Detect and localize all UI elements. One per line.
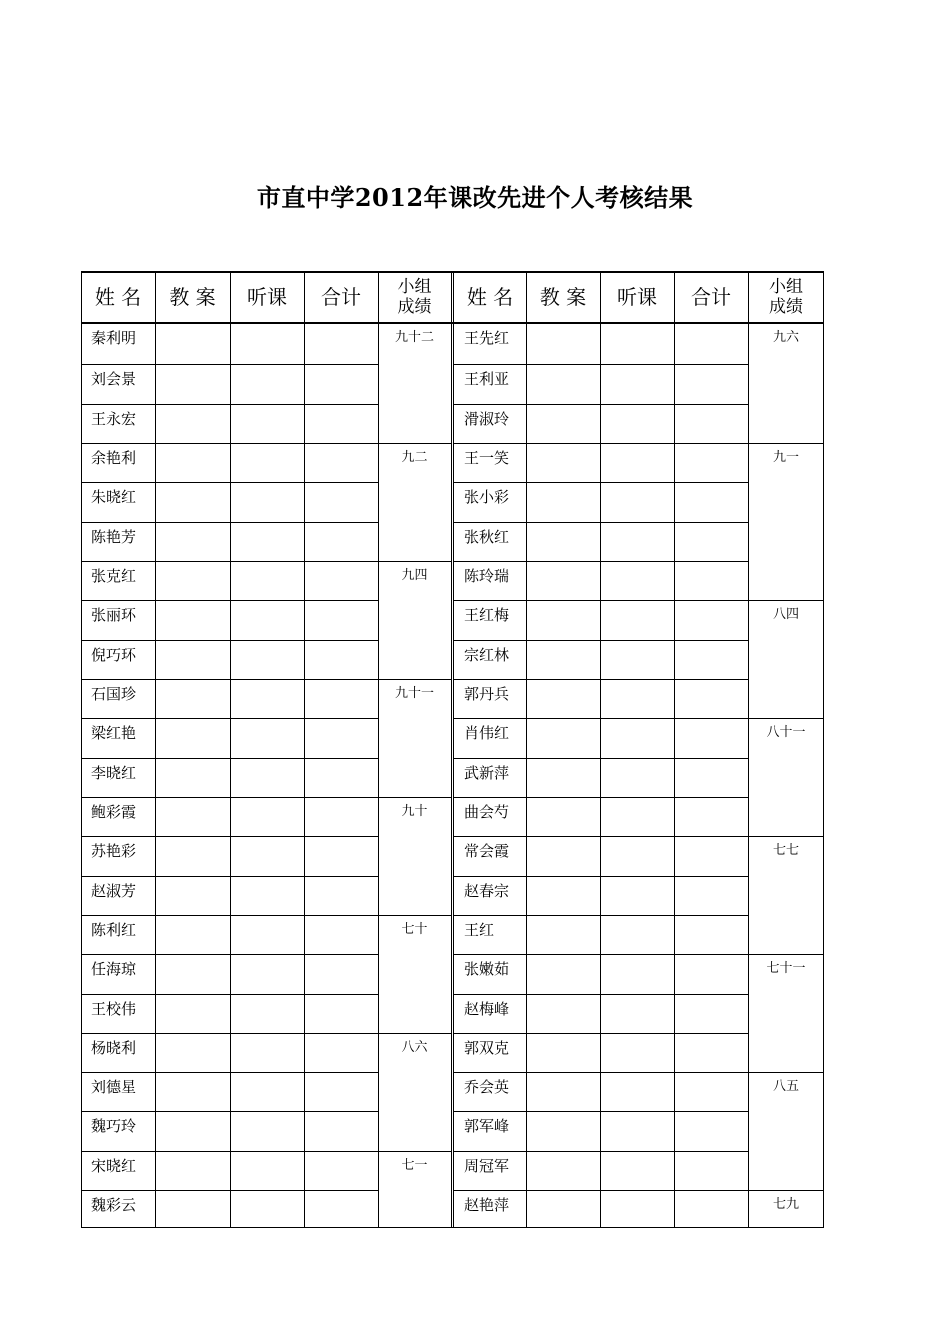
left-name-cell: 梁红艳 [91, 724, 137, 742]
page-title: 市直中学2012年课改先进个人考核结果 [256, 183, 694, 212]
header-label: 成绩 [397, 297, 432, 317]
group-rule [378, 561, 451, 562]
left-group-score: 七十 [401, 922, 428, 937]
row-rule [454, 994, 748, 995]
left-name-cell: 宋晓红 [91, 1157, 137, 1175]
right-header-name: 姓 名 [466, 285, 514, 309]
right-group-score: 八五 [772, 1079, 799, 1094]
left-header-observation: 听课 [247, 285, 287, 309]
row-rule [454, 915, 748, 916]
row-rule [81, 364, 378, 365]
row-rule [454, 679, 748, 680]
row-rule [81, 600, 378, 601]
column-rule [378, 271, 379, 1228]
left-header-total: 合计 [321, 285, 361, 309]
group-rule [378, 915, 451, 916]
right-header-lesson-plan: 教 案 [539, 285, 587, 309]
group-rule [378, 797, 451, 798]
group-rule [748, 836, 824, 837]
row-rule [454, 1111, 748, 1112]
row-rule [454, 1151, 748, 1152]
left-name-cell: 朱晓红 [91, 488, 137, 506]
row-rule [454, 876, 748, 877]
right-name-cell: 滑淑玲 [464, 410, 510, 428]
right-name-cell: 曲会芍 [464, 803, 510, 821]
right-name-cell: 郭军峰 [464, 1117, 510, 1135]
group-rule [748, 1072, 824, 1073]
left-name-cell: 陈艳芳 [91, 528, 137, 546]
right-name-cell: 王一笑 [464, 449, 510, 467]
right-name-cell: 郭丹兵 [464, 685, 510, 703]
right-name-cell: 张小彩 [464, 488, 510, 506]
left-name-cell: 魏巧玲 [91, 1117, 137, 1135]
left-name-cell: 倪巧环 [91, 646, 137, 664]
row-rule [81, 443, 378, 444]
row-rule [81, 640, 378, 641]
left-group-score: 九十二 [394, 330, 434, 345]
row-rule [454, 640, 748, 641]
right-name-cell: 张嫩茹 [464, 960, 510, 978]
left-name-cell: 王永宏 [91, 410, 137, 428]
row-rule [454, 1072, 748, 1073]
right-name-cell: 王先红 [464, 329, 510, 347]
row-rule [81, 522, 378, 523]
right-group-score: 八十一 [766, 725, 806, 740]
row-rule [81, 404, 378, 405]
header-label: 小组 [769, 277, 803, 297]
left-name-cell: 杨晓利 [91, 1039, 137, 1057]
assessment-table [81, 271, 824, 1228]
right-header-total: 合计 [691, 285, 731, 309]
row-rule [454, 954, 748, 955]
left-name-cell: 刘会景 [91, 370, 137, 388]
left-header-group-score [378, 271, 451, 323]
row-rule [454, 797, 748, 798]
column-rule [526, 271, 527, 1228]
row-rule [81, 994, 378, 995]
row-rule [454, 1033, 748, 1034]
right-name-cell: 赵春宗 [464, 882, 510, 900]
right-name-cell: 乔会英 [464, 1078, 510, 1096]
group-rule [378, 1033, 451, 1034]
block-divider [453, 271, 454, 1228]
left-name-cell: 石国珍 [91, 685, 137, 703]
left-header-name: 姓 名 [94, 285, 142, 309]
left-name-cell: 陈利红 [91, 921, 137, 939]
left-name-cell: 李晓红 [91, 764, 137, 782]
right-name-cell: 王利亚 [464, 370, 510, 388]
row-rule [81, 482, 378, 483]
left-name-cell: 鲍彩霞 [91, 803, 137, 821]
right-name-cell: 肖伟红 [464, 724, 510, 742]
right-name-cell: 陈玲瑞 [464, 567, 510, 585]
left-name-cell: 苏艳彩 [91, 842, 137, 860]
right-name-cell: 常会霞 [464, 842, 510, 860]
right-group-score: 九六 [772, 330, 799, 345]
right-name-cell: 周冠军 [464, 1157, 510, 1175]
group-rule [748, 954, 824, 955]
row-rule [81, 954, 378, 955]
table-border-left [81, 271, 82, 1228]
left-group-score: 九十 [401, 804, 428, 819]
row-rule [454, 758, 748, 759]
left-name-cell: 魏彩云 [91, 1196, 137, 1214]
column-rule [155, 271, 156, 1228]
row-rule [81, 836, 378, 837]
right-name-cell: 张秋红 [464, 528, 510, 546]
row-rule [454, 718, 748, 719]
right-name-cell: 赵梅峰 [464, 1000, 510, 1018]
group-rule [378, 1151, 451, 1152]
row-rule [81, 1151, 378, 1152]
right-group-score: 九一 [772, 450, 799, 465]
group-rule [748, 718, 824, 719]
right-name-cell: 王红 [464, 921, 495, 939]
row-rule [81, 1190, 378, 1191]
column-rule [600, 271, 601, 1228]
right-name-cell: 郭双克 [464, 1039, 510, 1057]
row-rule [454, 404, 748, 405]
left-group-score: 七一 [401, 1158, 428, 1173]
left-group-score: 九十一 [394, 686, 434, 701]
right-group-score: 七十一 [766, 961, 806, 976]
group-rule [378, 679, 451, 680]
right-name-cell: 赵艳萍 [464, 1196, 510, 1214]
row-rule [81, 876, 378, 877]
right-name-cell: 武新萍 [464, 764, 510, 782]
row-rule [81, 758, 378, 759]
right-group-score: 八四 [772, 607, 799, 622]
column-rule [304, 271, 305, 1228]
right-name-cell: 王红梅 [464, 606, 510, 624]
row-rule [81, 915, 378, 916]
group-rule [748, 600, 824, 601]
row-rule [454, 482, 748, 483]
row-rule [454, 600, 748, 601]
row-rule [81, 1033, 378, 1034]
left-name-cell: 秦利明 [91, 329, 137, 347]
group-rule [748, 1190, 824, 1191]
left-name-cell: 赵淑芳 [91, 882, 137, 900]
header-label: 小组 [397, 277, 432, 297]
row-rule [81, 797, 378, 798]
row-rule [81, 1111, 378, 1112]
right-header-group-score [748, 271, 824, 323]
left-name-cell: 刘德星 [91, 1078, 137, 1096]
left-name-cell: 王校伟 [91, 1000, 137, 1018]
row-rule [81, 561, 378, 562]
row-rule [81, 679, 378, 680]
right-group-score: 七九 [772, 1197, 799, 1212]
left-name-cell: 余艳利 [91, 449, 137, 467]
column-rule [674, 271, 675, 1228]
left-name-cell: 张丽环 [91, 606, 137, 624]
column-rule [230, 271, 231, 1228]
left-group-score: 九四 [401, 568, 428, 583]
row-rule [454, 836, 748, 837]
left-name-cell: 张克红 [91, 567, 137, 585]
left-group-score: 九二 [401, 450, 428, 465]
right-header-observation: 听课 [617, 285, 657, 309]
row-rule [454, 522, 748, 523]
left-header-lesson-plan: 教 案 [169, 285, 216, 309]
right-group-score: 七七 [772, 843, 799, 858]
group-rule [378, 443, 451, 444]
block-divider [451, 271, 452, 1228]
row-rule [454, 364, 748, 365]
row-rule [81, 718, 378, 719]
row-rule [454, 1190, 748, 1191]
group-rule [748, 443, 824, 444]
row-rule [454, 561, 748, 562]
left-name-cell: 任海琼 [91, 960, 137, 978]
left-group-score: 八六 [401, 1040, 428, 1055]
row-rule [454, 443, 748, 444]
right-name-cell: 宗红林 [464, 646, 510, 664]
header-label: 成绩 [769, 297, 803, 317]
row-rule [81, 1072, 378, 1073]
